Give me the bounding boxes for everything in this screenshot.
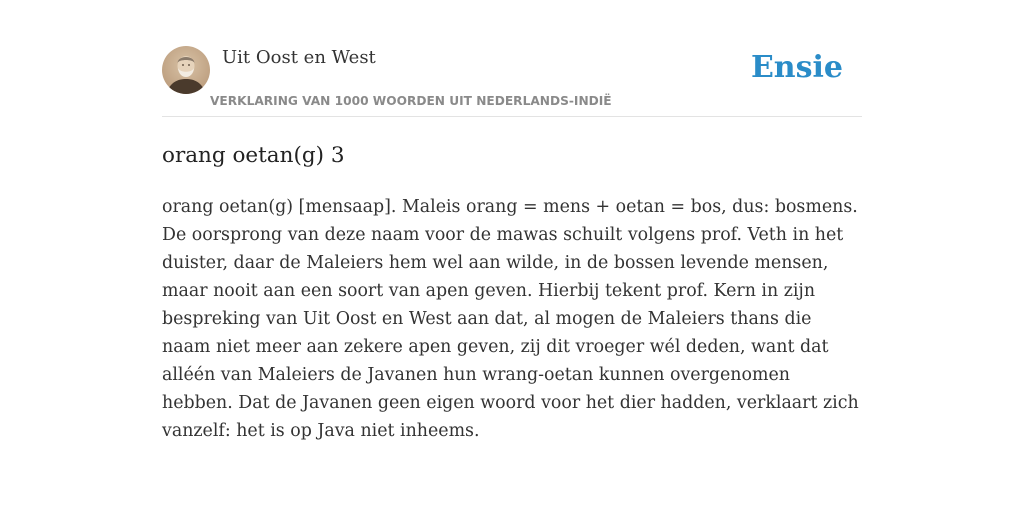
entry-body: orang oetan(g) [mensaap]. Maleis orang = mens + oetan = bos, dus: bosmens. De oorsprong van deze naam voor de mawas schuilt volgens prof. Veth in het duister, daar de Maleiers hem wel aan wilde, in de bossen levende mensen, maar nooit aan een soort van apen geven. Hierbij tekent prof. Kern in zijn bespreking van Uit Oost en West aan dat, al mogen de Maleiers thans die naam niet meer aan zekere apen geven, zij dit vroeger wél deden, want dat alléén van Maleiers de Javanen hun wrang-oetan kunnen overgenomen hebben. Dat de Javanen geen eigen woord voor het dier hadden, verklaart zich vanzelf: het is op Java niet inheems.: [162, 197, 859, 441]
ensie-logo[interactable]: Ensie: [750, 50, 843, 85]
book-title[interactable]: Uit Oost en West: [222, 47, 376, 68]
author-portrait-icon[interactable]: [162, 46, 210, 94]
book-subtitle: VERKLARING VAN 1000 WOORDEN UIT NEDERLANDS-INDIË: [210, 94, 612, 108]
entry-title: orang oetan(g) 3: [162, 143, 345, 168]
entry-card: [162, 46, 862, 445]
book-header: [162, 46, 862, 117]
